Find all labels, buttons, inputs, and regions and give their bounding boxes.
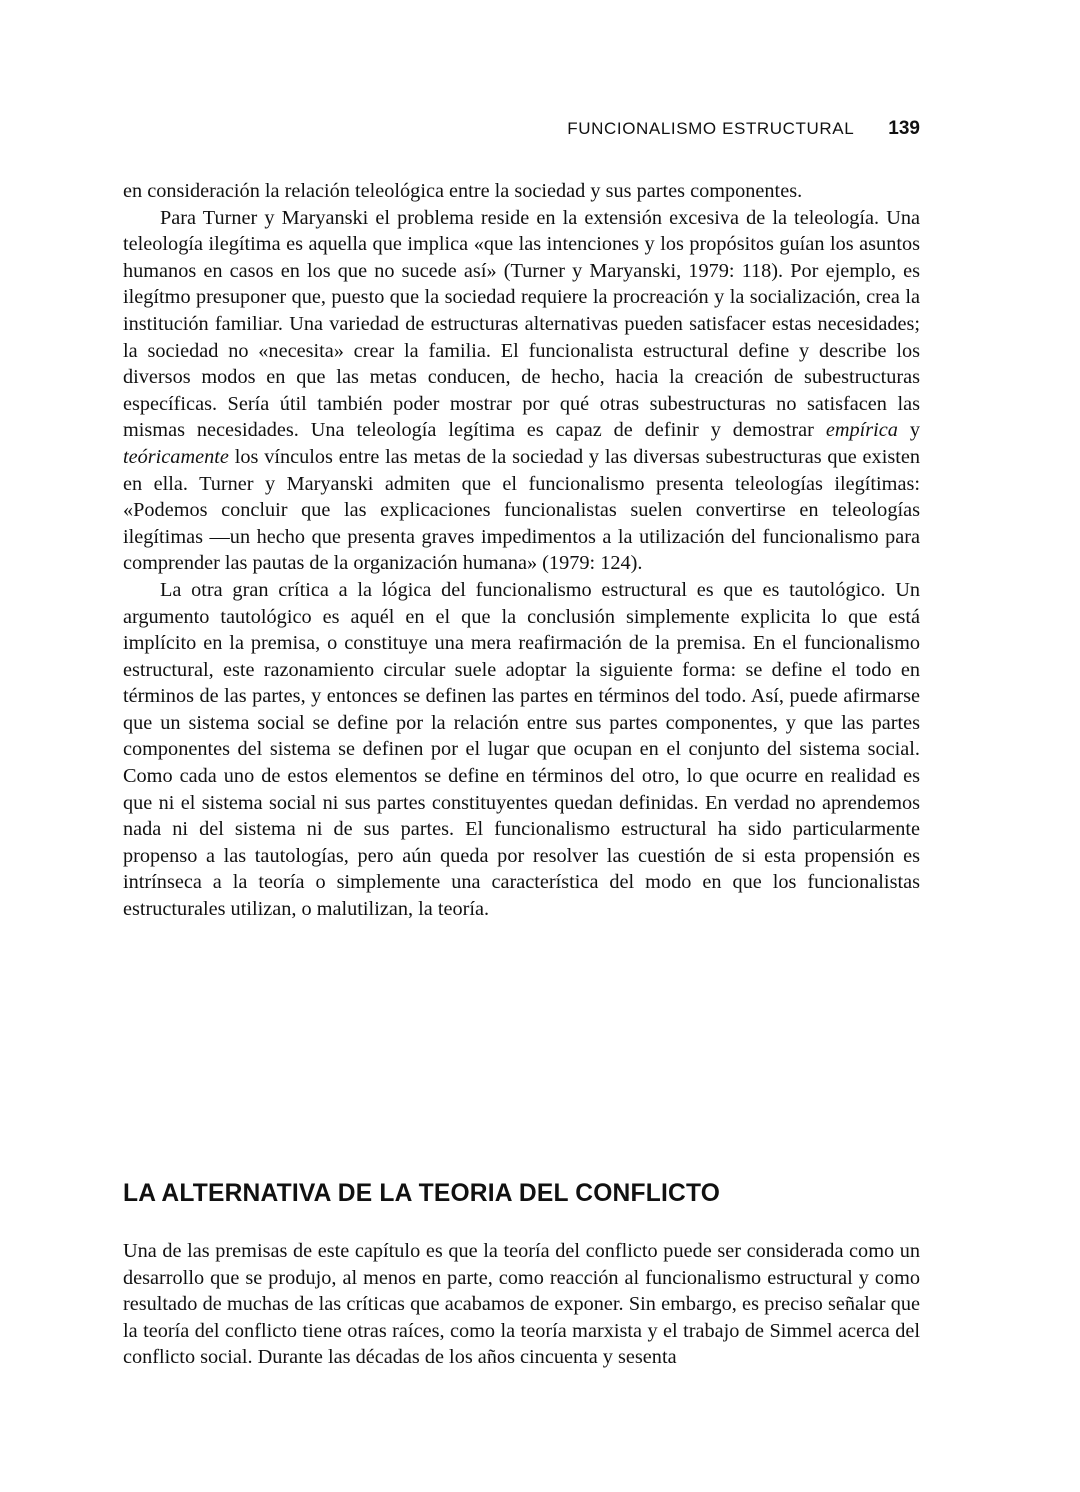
page-number: 139 <box>888 118 920 139</box>
body-text-bottom <box>123 1238 920 1371</box>
running-title: FUNCIONALISMO ESTRUCTURAL <box>567 119 855 138</box>
paragraph-teleology-text-c: los vínculos entre las metas de la sociedad y las diversas subestructuras que existen en ella. Turner y Maryanski admiten que el funcionalismo presenta teleologías ilegítimas: «Podemos concluir que las explicaciones funcionalistas suelen convertirse en teleologías ilegítimas —un hecho que presenta graves impedimentos a la utilización del funcionalismo para comprender las pautas de la organización humana» (1979: 124). <box>123 445 920 575</box>
paragraph-continuation: en consideración la relación teleológica entre la sociedad y sus partes componentes. <box>123 180 803 202</box>
paragraph-teleology <box>123 205 920 577</box>
italic-teoricamente: teóricamente <box>123 445 229 468</box>
body-text-top <box>123 178 920 923</box>
running-header <box>567 118 920 140</box>
paragraph-tautology: La otra gran crítica a la lógica del funcionalismo estructural es que es tautológico. Un argumento tautológico es aquél en el que la conclusión simplemente explicita lo que está implícito en la premisa, o constituye una mera reafirmación de la premisa. En el funcionalismo estructural, este razonamiento circular suele adoptar la siguiente forma: se define el todo en términos de las partes, y entonces se definen las partes en términos del todo. Así, puede afirmarse que un sistema social se define por la relación entre sus partes componentes, y que las partes componentes del sistema se definen por el lugar que ocupan en el conjunto del sistema social. Como cada uno de estos elementos se define en términos del otro, lo que ocurre en realidad es que ni el sistema social ni sus partes constituyentes quedan definidas. En verdad no aprendemos nada ni del sistema ni de sus partes. El funcionalismo estructural ha sido particularmente propenso a las tautologías, pero aún queda por resolver las cuestión de si esta propensión es intrínseca a la teoría o simplemente una característica del modo en que los funcionalistas estructurales utilizan, o malutilizan, la teoría. <box>123 578 920 921</box>
paragraph-teleology-text-a: Para Turner y Maryanski el problema reside en la extensión excesiva de la teleología. Una teleología ilegítima es aquella que implica «que las intenciones y los propósitos guían los asuntos humanos en casos en los que no sucede así» (Turner y Maryanski, 1979: 118). Por ejemplo, es ilegítmo presuponer que, puesto que la sociedad requiere la procreación y la socialización, crea la institución familiar. Una variedad de estructuras alternativas pueden satisfacer estas necesidades; la sociedad no «necesita» crear la familia. El funcionalista estructural define y describe los diversos modos en que las metas conducen, de hecho, hacia la creación de subestructuras específicas. Sería útil también poder mostrar por qué otras subestructuras no satisfacen las mismas necesidades. Una teleología legítima es capaz de definir y demostrar <box>123 206 920 442</box>
section-heading: LA ALTERNATIVA DE LA TEORIA DEL CONFLICTO <box>123 1180 721 1207</box>
paragraph-teleology-text-b: y <box>909 419 920 442</box>
italic-empirica: empírica <box>825 419 898 442</box>
paragraph-conflict-theory: Una de las premisas de este capítulo es que la teoría del conflicto puede ser considerada como un desarrollo que se produjo, al menos en parte, como reacción al funcionalismo estructural y como resultado de muchas de las críticas que acabamos de exponer. Sin embargo, es preciso señalar que la teoría del conflicto tiene otras raíces, como la teoría marxista y el trabajo de Simmel acerca del conflicto social. Durante las décadas de los años cincuenta y sesenta <box>123 1240 920 1369</box>
